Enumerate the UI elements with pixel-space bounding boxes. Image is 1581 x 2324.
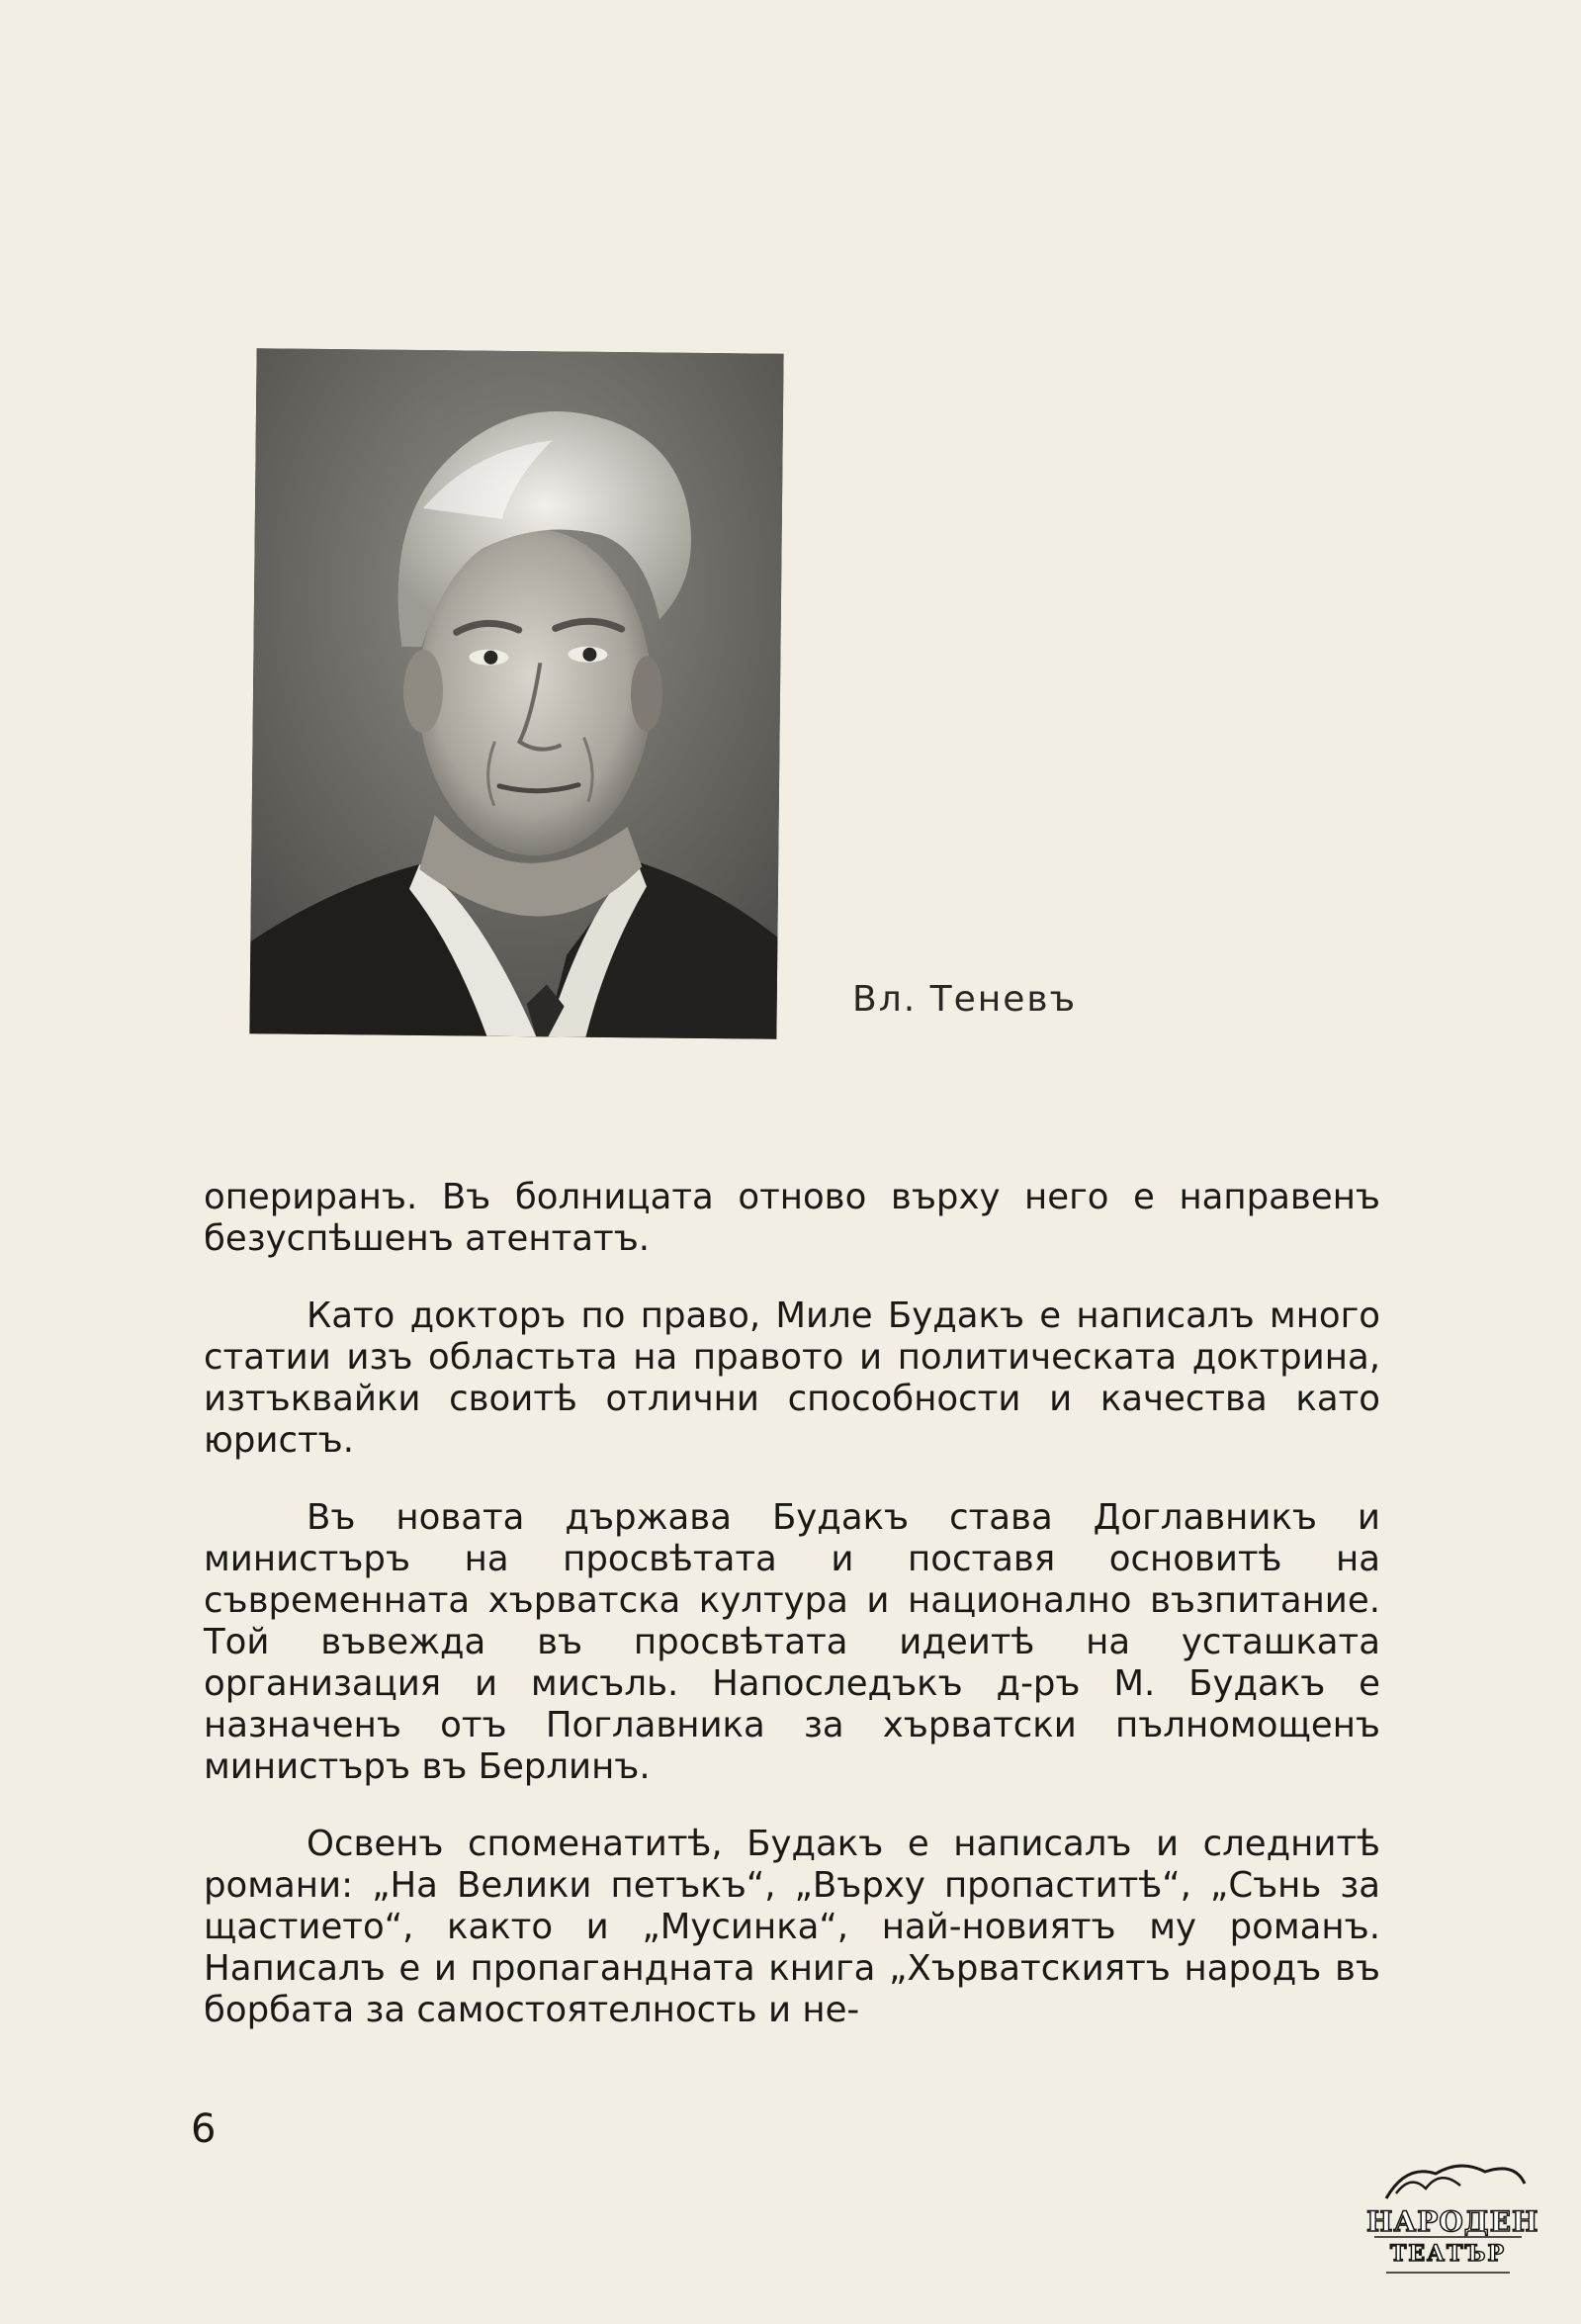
photo-caption: Вл. Теневъ [852, 979, 1078, 1020]
stamp-line-1: НАРОДЕН [1366, 2205, 1539, 2238]
page-number: 6 [191, 2106, 217, 2152]
paragraph-3: Въ новата държава Будакъ става Доглавникъ и министъръ на просвѣтата и поставя основитѣ на съвременната хърватска култура и национално възпитание. Той въвежда въ просвѣтата идеитѣ на усташката организация и мисъль. Напоследъкъ д-ръ М. Будакъ е назначенъ отъ Поглавника за хърватски пълномощенъ министъръ въ Берлинъ. [204, 1497, 1380, 1787]
stamp-line-2: ТЕАТЪР [1389, 2241, 1506, 2267]
paragraph-4: Освенъ споменатитѣ, Будакъ е написалъ и следнитѣ романи: „На Велики петъкъ“, „Върху пропаститѣ“, „Сънь за щастието“, както и „Мусинка“, най-новиятъ му романъ. Написалъ е и пропагандната книга „Хърватскиятъ народъ въ борбата за самостоятелность и не- [204, 1824, 1380, 2030]
paragraph-1: опериранъ. Въ болницата отново върху него е направенъ безуспѣшенъ атентатъ. [204, 1177, 1380, 1259]
paragraph-2: Като докторъ по право, Миле Будакъ е написалъ много статии изъ областьта на правото и политическата доктрина, изтъквайки своитѣ отлични способности и качества като юристъ. [204, 1296, 1380, 1461]
body-text [204, 1177, 1380, 2067]
portrait-photo [249, 348, 783, 1039]
theatre-stamp-logo [1366, 2154, 1539, 2292]
